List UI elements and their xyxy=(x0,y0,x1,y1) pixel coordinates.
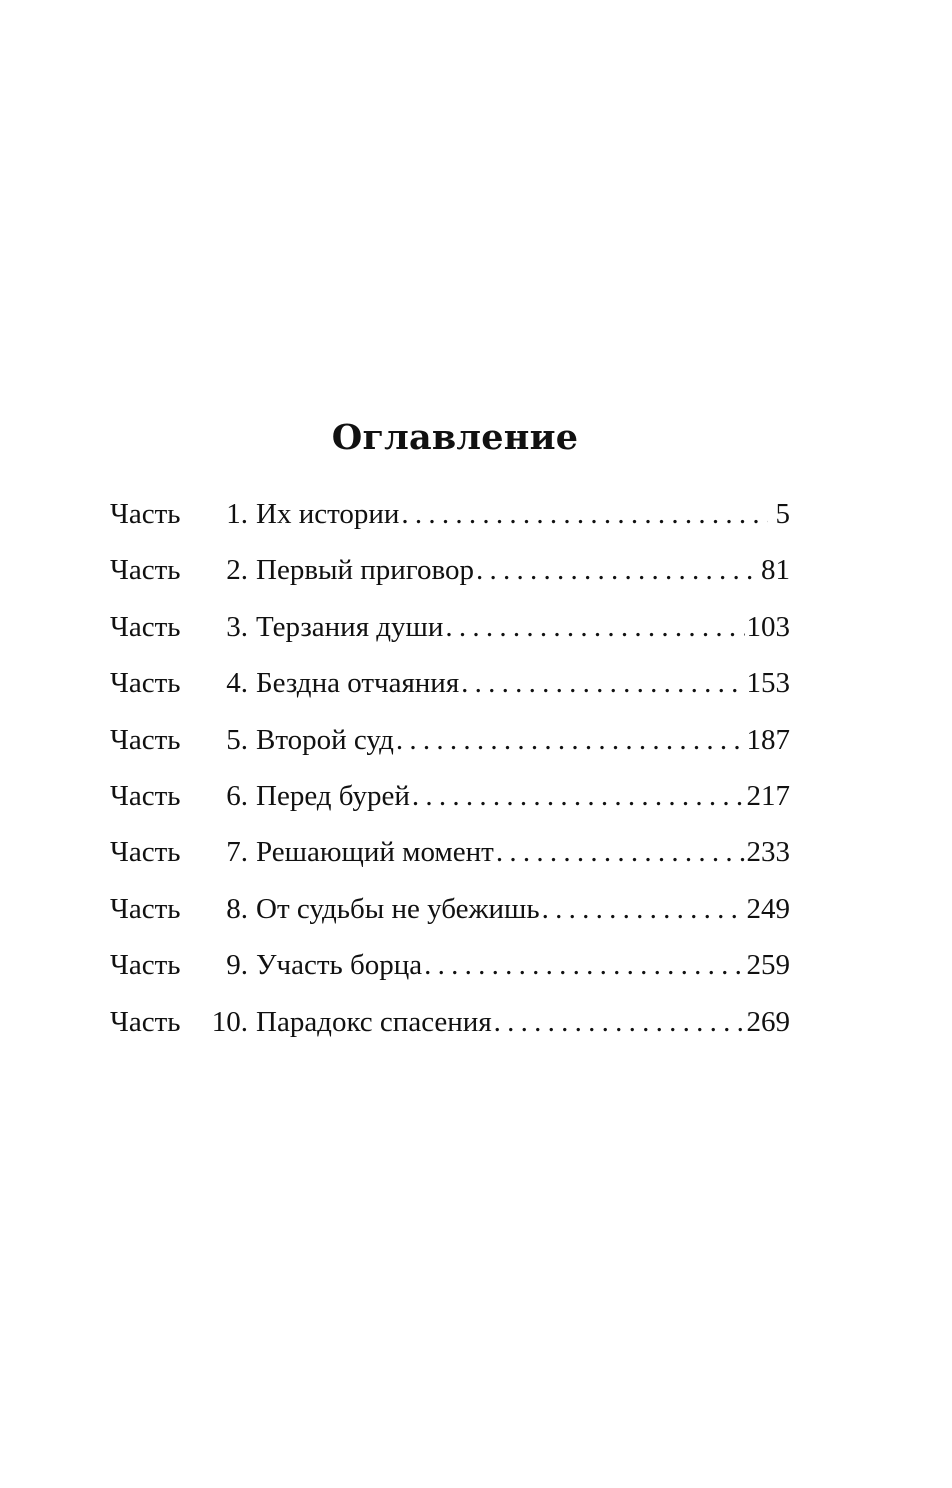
toc-part-label: Часть xyxy=(110,667,181,700)
toc-dot-leader xyxy=(424,939,744,991)
toc-part-number: 8. xyxy=(226,892,248,925)
toc-part-number: 1. xyxy=(226,498,248,530)
toc-chapter-title: От судьбы не убежишь xyxy=(256,892,540,925)
toc-chapter-title: Парадокс спасения xyxy=(256,1005,492,1038)
toc-entry xyxy=(110,657,790,713)
toc-entry xyxy=(110,714,790,770)
toc-part-label: Часть xyxy=(110,498,181,530)
toc-page-number: 269 xyxy=(746,1005,790,1038)
toc-dot-leader xyxy=(461,657,744,709)
toc-list xyxy=(110,488,790,1052)
toc-chapter-title: Перед бурей xyxy=(256,779,410,812)
toc-part-number: 4. xyxy=(226,667,248,700)
toc-part-number: 10. xyxy=(211,1005,248,1038)
toc-part-label: Часть xyxy=(110,949,181,982)
toc-part-label: Часть xyxy=(110,892,181,925)
toc-part-number: 3. xyxy=(226,610,248,643)
toc-dot-leader xyxy=(412,770,745,822)
toc-chapter-title: Бездна отчаяния xyxy=(256,667,460,700)
toc-part-label: Часть xyxy=(110,836,181,869)
toc-entry xyxy=(110,883,790,939)
toc-page-number: 233 xyxy=(746,836,790,869)
toc-dot-leader xyxy=(445,601,744,653)
toc-chapter-title: Первый приговор xyxy=(256,554,474,587)
toc-page-number: 5 xyxy=(775,498,790,530)
toc-page-number: 259 xyxy=(746,949,790,982)
toc-page-number: 187 xyxy=(746,723,790,756)
toc-entry xyxy=(110,544,790,600)
toc-chapter-title: Участь борца xyxy=(256,949,423,982)
toc-entry xyxy=(110,826,790,882)
toc-part-number: 7. xyxy=(226,836,248,869)
toc-part-label: Часть xyxy=(110,779,181,812)
toc-dot-leader xyxy=(494,996,745,1048)
toc-part-label: Часть xyxy=(110,1005,181,1038)
toc-page-number: 217 xyxy=(746,779,790,812)
toc-page-number: 81 xyxy=(761,554,790,587)
toc-entry xyxy=(110,939,790,995)
toc-dot-leader xyxy=(496,826,745,878)
toc-part-label: Часть xyxy=(110,554,181,587)
toc-part-number: 6. xyxy=(226,779,248,812)
toc-chapter-title: Их истории xyxy=(256,498,400,530)
toc-page-number: 103 xyxy=(746,610,790,643)
toc-entry xyxy=(110,601,790,657)
toc-chapter-title: Терзания души xyxy=(256,610,444,643)
toc-part-number: 2. xyxy=(226,554,248,587)
toc-page-number: 249 xyxy=(746,892,790,925)
toc-part-label: Часть xyxy=(110,610,181,643)
toc-dot-leader xyxy=(396,714,745,766)
toc-dot-leader xyxy=(401,488,768,540)
toc-chapter-title: Второй суд xyxy=(256,723,394,756)
toc-chapter-title: Решающий момент xyxy=(256,836,494,869)
toc-part-number: 5. xyxy=(226,723,248,756)
toc-entry xyxy=(110,770,790,826)
toc-part-label: Часть xyxy=(110,723,181,756)
toc-dot-leader xyxy=(476,544,759,596)
toc-entry xyxy=(110,996,790,1052)
toc-page-number: 153 xyxy=(746,667,790,700)
toc-dot-leader xyxy=(542,883,745,935)
toc-title: Оглавление xyxy=(331,417,579,458)
toc-entry xyxy=(110,488,790,544)
toc-part-number: 9. xyxy=(226,949,248,982)
